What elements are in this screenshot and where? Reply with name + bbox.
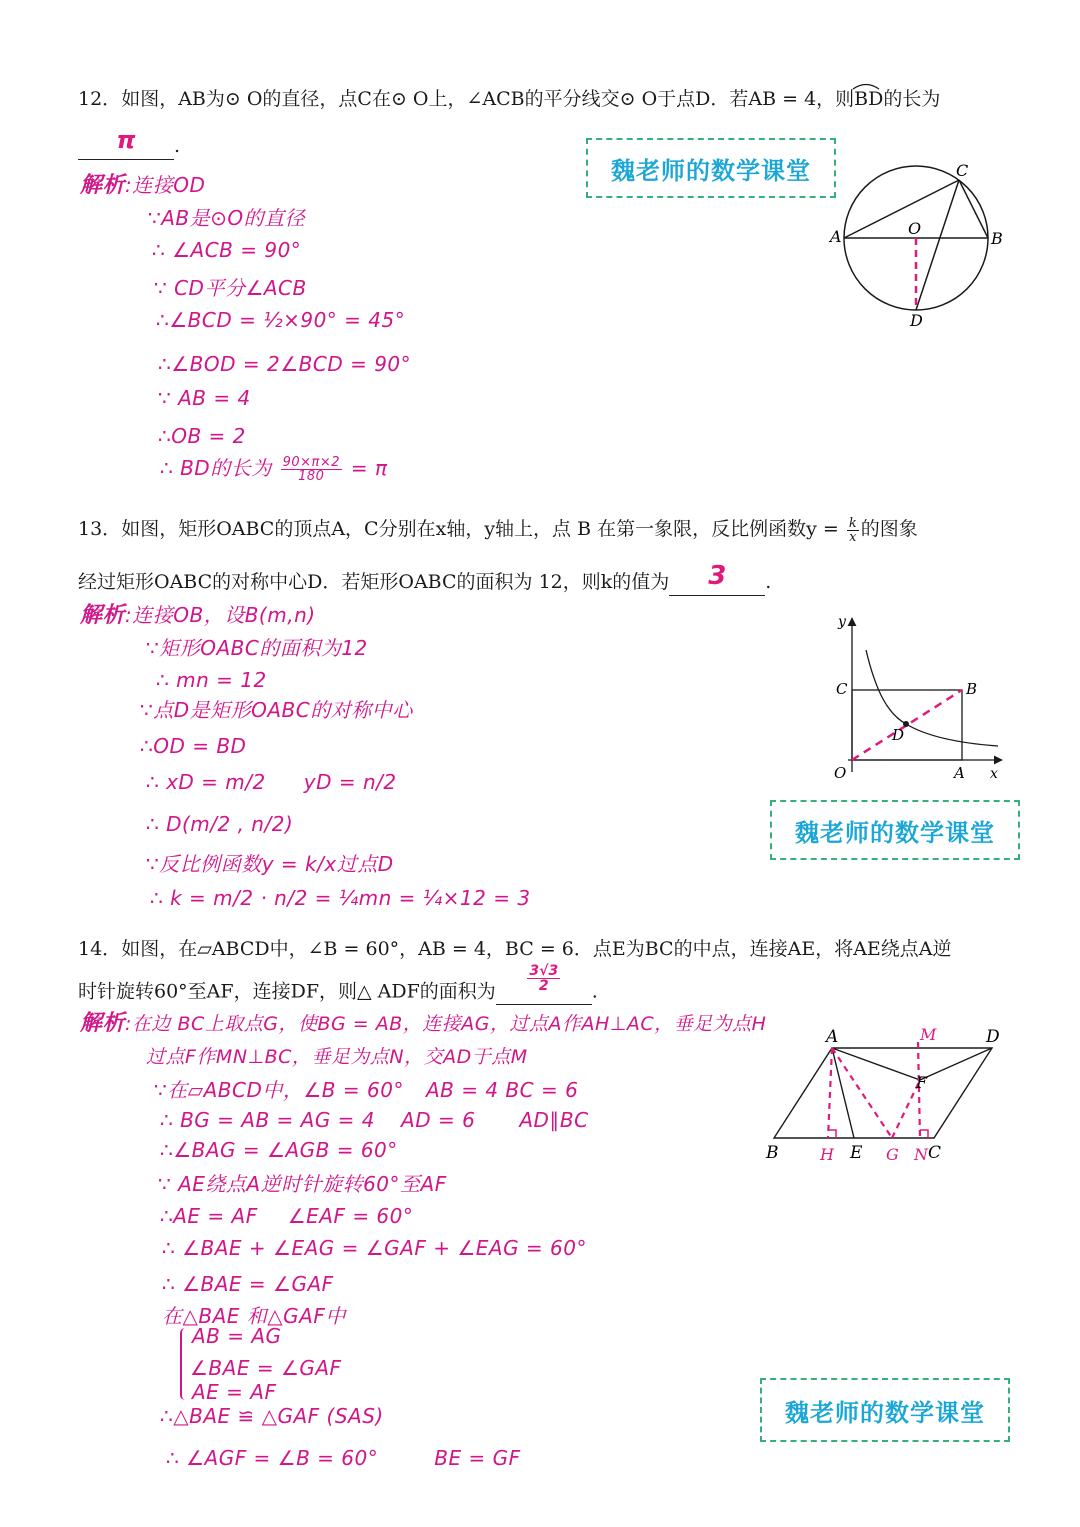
q13-statement-line2: 经过矩形OABC的对称中心D．若矩形OABC的面积为 12，则k的值为 3 . <box>78 567 771 596</box>
q14-step-11: AB = AG <box>192 1324 282 1348</box>
q12-fraction: $\frac{90\times\pi\times 2}{180}$ <box>282 455 340 484</box>
q14-step-14: ∴△BAE ≌ △GAF (SAS) <box>160 1404 384 1428</box>
q14-statement-line2: 时针旋转60°至AF，连接DF，则△ ADF的面积为 $\frac{3√3}{2}$ . <box>78 978 598 1005</box>
label-d: D <box>910 311 923 330</box>
q13-k-over-x: $\frac{k}{x}$ <box>848 515 857 545</box>
q14-answer: $\frac{3√3}{2}$ <box>529 963 559 994</box>
q12-answer: π <box>116 126 136 154</box>
dashed-ah <box>828 1048 832 1138</box>
q14-parallelogram-figure <box>760 1020 1010 1170</box>
q14-step-2: 过点F作MN⊥BC，垂足为点N，交AD于点M <box>146 1046 528 1068</box>
q14-step-12: ∠BAE = ∠GAF <box>190 1356 342 1380</box>
q13-step-2: ∵矩形OABC的面积为12 <box>146 636 368 660</box>
q12-step-5: ∴∠BCD = ½×90° = 45° <box>156 308 406 332</box>
watermark-2: 魏老师的数学课堂 <box>770 800 1020 860</box>
q14-step-7: ∴AE = AF ∠EAF = 60° <box>160 1204 414 1228</box>
q12-step-8: ∴OB = 2 <box>158 424 246 448</box>
q12-arc: BD <box>854 86 883 112</box>
q12-period: . <box>174 135 181 157</box>
q14-text-1: 如图，在▱ABCD中，∠B = 60°，AB = 4，BC = 6．点E为BC的中点，连接AE，将AE绕点A逆 <box>121 938 952 960</box>
q12-step-9: ∴ BD的长为 $\frac{90\times\pi\times 2}{180}$ = π <box>160 455 388 484</box>
label-m: M <box>920 1025 937 1044</box>
label-o: O <box>908 219 922 238</box>
q13-step-9: ∴ k = m/2 · n/2 = ¼mn = ¼×12 = 3 <box>150 886 531 910</box>
right-angle-n <box>920 1130 928 1138</box>
q13-number: 13． <box>78 518 122 540</box>
q13-text-1: 如图，矩形OABC的顶点A，C分别在x轴，y轴上，点 B 在第一象限，反比例函数y = <box>121 518 839 540</box>
watermark-1: 魏老师的数学课堂 <box>586 138 836 198</box>
label-c: C <box>956 161 969 180</box>
label-h: H <box>820 1145 834 1164</box>
segment-ae <box>832 1048 854 1138</box>
q14-step-3: ∵在▱ABCD中，∠B = 60° AB = 4 BC = 6 <box>154 1078 579 1102</box>
q14-step-4: ∴ BG = AB = AG = 4 AD = 6 AD∥BC <box>160 1108 589 1132</box>
label-a: A <box>830 227 842 246</box>
q12-step-4: ∵ CD平分∠ACB <box>154 276 307 300</box>
q13-step-8: ∵反比例函数y = k/x过点D <box>146 852 394 876</box>
watermark-3: 魏老师的数学课堂 <box>760 1378 1010 1442</box>
q12-step-6: ∴∠BOD = 2∠BCD = 90° <box>158 352 412 376</box>
label-d: D <box>892 726 905 744</box>
q12-solution-label: 解析:连接OD <box>80 173 206 198</box>
chord-cd <box>916 180 959 310</box>
dashed-ag <box>832 1048 892 1138</box>
q13-step-1: :连接OB，设B(m,n) <box>125 603 316 627</box>
q13-step-3: ∴ mn = 12 <box>156 668 267 692</box>
q13-step-6: ∴ xD = m/2 yD = n/2 <box>146 770 397 794</box>
q14-system-brace <box>180 1328 190 1400</box>
hyperbola <box>866 650 998 746</box>
label-n: N <box>914 1145 928 1164</box>
label-a: A <box>954 764 965 782</box>
q13-step-5: ∴OD = BD <box>140 734 247 758</box>
chord-ac <box>844 180 959 238</box>
q12-answer-line <box>78 126 181 160</box>
q14-step-6: ∵ AE绕点A逆时针旋转60°至AF <box>158 1172 447 1196</box>
q12-step-3: ∴ ∠ACB = 90° <box>152 238 302 262</box>
q13-text-1-end: 的图象 <box>860 518 918 540</box>
q13-statement-line1 <box>78 516 918 544</box>
label-c: C <box>928 1143 942 1163</box>
label-g: G <box>886 1145 899 1164</box>
chord-bc <box>959 180 988 238</box>
label-b: B <box>766 1143 779 1163</box>
q14-solution-label: 解析:在边 BC上取点G，使BG = AB，连接AG，过点A作AH⊥AC，垂足为点H <box>80 1011 767 1036</box>
q14-text-2: 时针旋转60°至AF，连接DF，则△ ADF的面积为 <box>78 980 496 1003</box>
q12-step-7: ∵ AB = 4 <box>158 386 251 410</box>
q13-graph-figure <box>826 612 1016 784</box>
q14-step-10: 在△BAE 和△GAF中 <box>162 1304 346 1328</box>
label-b: B <box>991 229 1003 248</box>
q14-step-1: :在边 BC上取点G，使BG = AB，连接AG，过点A作AH⊥AC，垂足为点H <box>125 1013 767 1035</box>
q14-step-9: ∴ ∠BAE = ∠GAF <box>162 1272 334 1296</box>
q12-step-2: ∵AB是⊙O的直径 <box>148 206 306 230</box>
segment-af <box>832 1048 920 1080</box>
label-o: O <box>834 764 847 782</box>
q13-answer: 3 <box>708 561 727 591</box>
q14-answer-blank <box>496 963 592 1005</box>
right-angle-h <box>828 1130 836 1138</box>
q12-step-1: :连接OD <box>125 173 206 197</box>
label-d: D <box>986 1027 1000 1047</box>
q14-step-8: ∴ ∠BAE + ∠EAG = ∠GAF + ∠EAG = 60° <box>162 1236 587 1260</box>
label-a: A <box>826 1027 839 1047</box>
q14-number: 14． <box>78 938 122 960</box>
q13-answer-blank <box>669 561 765 596</box>
q13-step-7: ∴ D(m/2 , n/2) <box>146 812 294 836</box>
label-y: y <box>838 614 846 630</box>
q14-statement-line1 <box>78 936 952 962</box>
q12-text: 如图，AB为⊙ O的直径，点C在⊙ O上，∠ACB的平分线交⊙ O于点D．若AB = 4，则 <box>121 88 855 110</box>
q14-step-5: ∴∠BAG = ∠AGB = 60° <box>160 1138 398 1162</box>
label-e: E <box>850 1143 863 1163</box>
q13-text-2: 经过矩形OABC的对称中心D．若矩形OABC的面积为 12，则k的值为 <box>78 571 670 593</box>
q12-circle-figure <box>828 160 1018 330</box>
q14-step-13: AE = AF <box>192 1380 277 1404</box>
label-f: F <box>916 1073 928 1092</box>
q12-text-end: 的长为 <box>883 88 941 110</box>
label-c: C <box>836 680 848 698</box>
q12-answer-blank <box>78 126 174 160</box>
q12-number: 12． <box>78 88 122 110</box>
q14-step-15: ∴ ∠AGF = ∠B = 60° BE = GF <box>166 1446 521 1470</box>
q12-statement <box>78 86 940 112</box>
q13-solution-label: 解析:连接OB，设B(m,n) <box>80 603 316 628</box>
label-b: B <box>966 680 978 698</box>
label-x: x <box>990 766 998 782</box>
q13-step-4: ∵点D是矩形OABC的对称中心 <box>140 698 413 722</box>
